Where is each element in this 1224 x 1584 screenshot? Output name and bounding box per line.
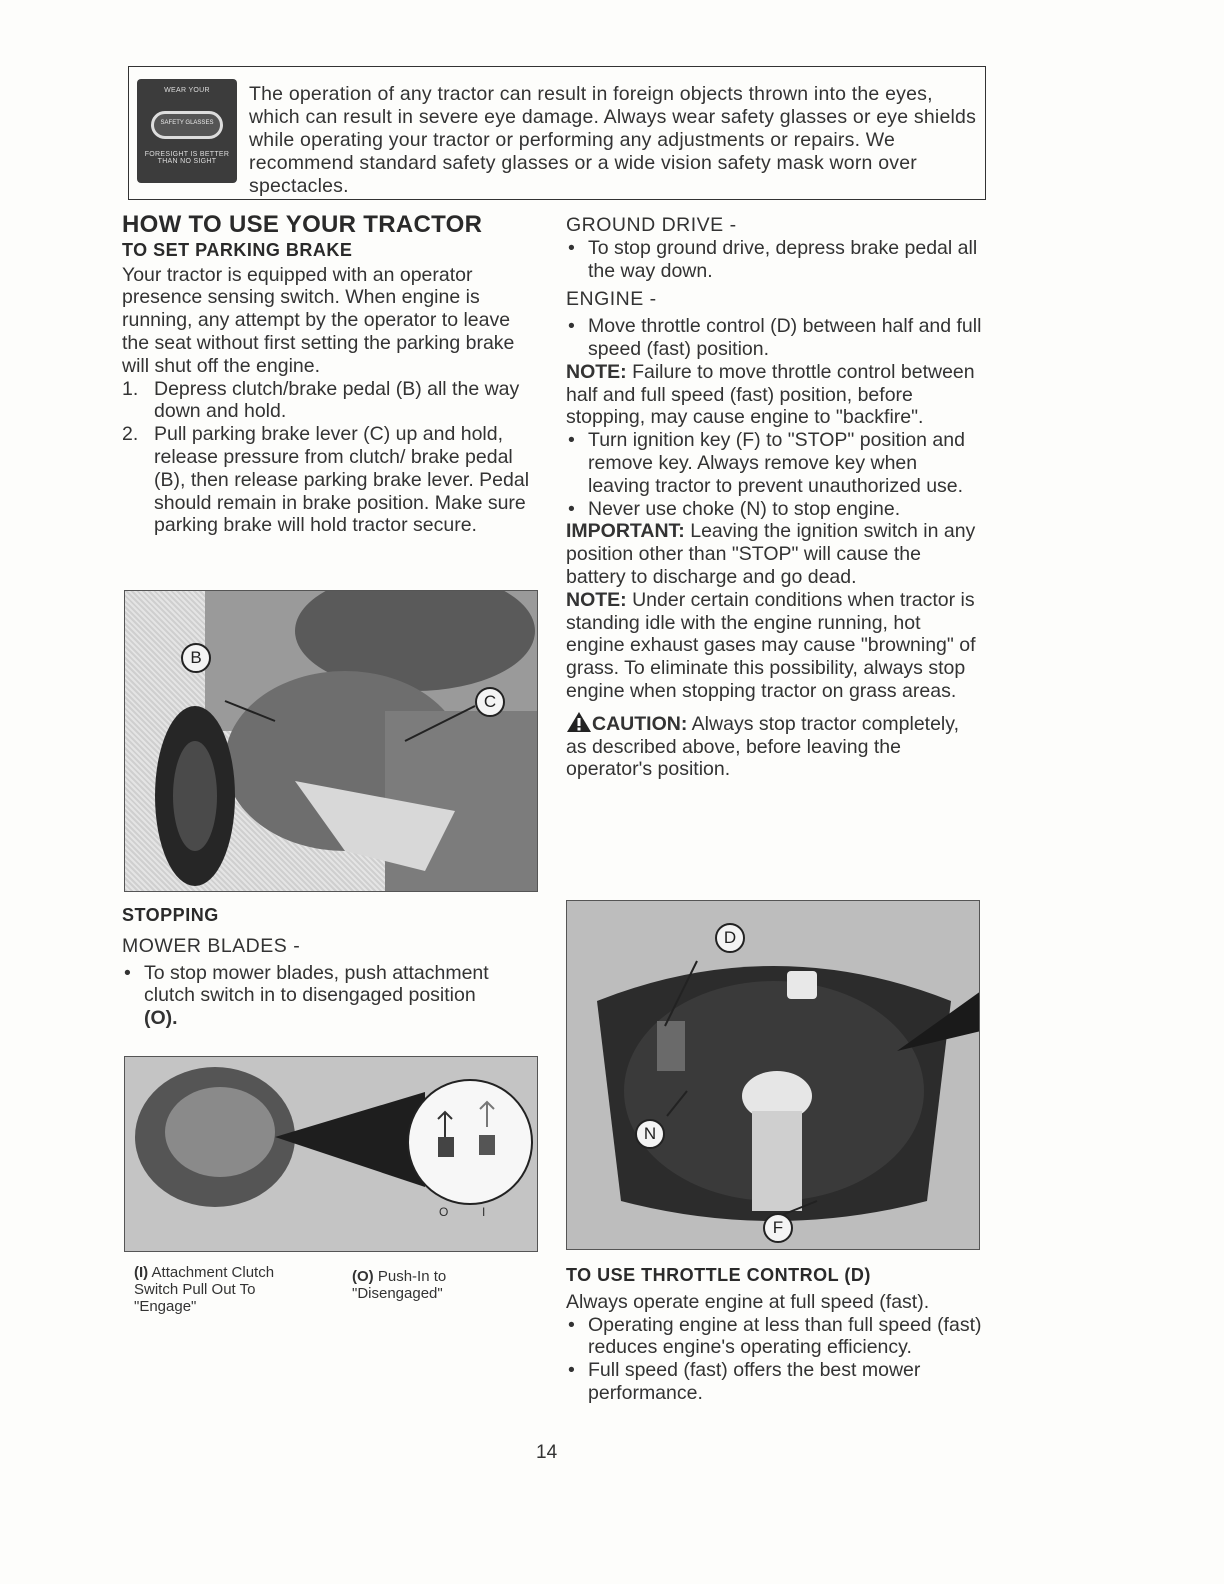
important-text: Leaving the ignition switch in any position other than "STOP" will cause the battery to discharge and go dead. <box>566 520 976 588</box>
caution-label: CAUTION: <box>592 712 688 735</box>
goggles-shape <box>151 111 223 139</box>
mower-blades-bullet <box>122 962 538 1030</box>
throttle-intro: Always operate engine at full speed (fast). <box>566 1290 930 1313</box>
note-backfire <box>566 361 982 429</box>
caution-text: Always stop tractor completely, as described above, before leaving the operator's position. <box>566 712 959 781</box>
left-column-top <box>122 211 538 537</box>
disengage-symbol: (O). <box>144 1007 178 1030</box>
engine-label: ENGINE - <box>566 288 657 311</box>
caption-disengage <box>352 1268 492 1302</box>
step-number: 1. <box>122 377 139 400</box>
stopping-title: STOPPING <box>122 905 219 925</box>
throttle-section <box>566 1264 982 1405</box>
note-backfire-text: Failure to move throttle control between half and full speed (fast) position, before stopping, may cause engine to "backfire". <box>566 360 975 429</box>
warning-triangle-icon <box>566 711 592 733</box>
section-heading: HOW TO USE YOUR TRACTOR <box>122 211 483 238</box>
throttle-title: TO USE THROTTLE CONTROL (D) <box>566 1265 871 1285</box>
important-label: IMPORTANT: <box>566 520 685 543</box>
step-text: Depress clutch/brake pedal (B) all the way down and hold. <box>154 377 520 423</box>
icon-label-bottom: FORESIGHT IS BETTER THAN NO SIGHT <box>144 151 230 165</box>
mower-blades-label: MOWER BLADES - <box>122 934 301 957</box>
note-label: NOTE: <box>566 360 627 383</box>
right-column-top <box>566 214 982 781</box>
safety-glasses-icon <box>137 79 237 183</box>
engage-symbol: (I) <box>134 1264 149 1281</box>
ground-drive-bullet: • To stop ground drive, depress brake pedal all the way down. <box>566 237 982 283</box>
parking-step-2 <box>122 423 538 537</box>
note-browning <box>566 589 982 703</box>
callout-n: N <box>635 1119 665 1149</box>
disengage-caption-symbol: (O) <box>352 1268 374 1285</box>
parking-brake-illustration <box>125 591 538 892</box>
engage-caption-text: Attachment Clutch Switch Pull Out To "Engage" <box>134 1264 275 1315</box>
step-text: Pull parking brake lever (C) up and hold, release pressure from clutch/ brake pedal (B), then release parking brake lever. Pedal should remain in brake position. Make sure parking brake will hold tractor secure. <box>154 423 530 537</box>
icon-label-top: WEAR YOUR <box>164 87 210 94</box>
throttle-bullet-performance: • Full speed (fast) offers the best mower performance. <box>566 1359 982 1405</box>
important-battery <box>566 520 982 588</box>
parking-brake-photo <box>124 590 538 892</box>
warning-text: The operation of any tractor can result in foreign objects thrown into the eyes, which can result in severe eye damage. Always wear safety glasses or eye shields while operating your tractor or performing any adjustments or repairs. We recommend standard safety glasses or a wide vision safety mask worn over spectacles. <box>249 83 977 197</box>
engine-bullet-ignition: • Turn ignition key (F) to "STOP" position and remove key. Always remove key when leaving tractor to prevent unauthorized use. <box>566 429 982 497</box>
step-number: 2. <box>122 423 139 446</box>
switch-label-o: O <box>439 1205 449 1219</box>
clutch-switch-photo <box>124 1056 538 1252</box>
callout-b: B <box>181 643 211 673</box>
switch-label-i: I <box>482 1205 486 1219</box>
parking-brake-title: TO SET PARKING BRAKE <box>122 239 353 260</box>
clutch-switch-illustration <box>125 1057 538 1252</box>
dashboard-controls-photo <box>566 900 980 1250</box>
parking-brake-intro: Your tractor is equipped with an operator presence sensing switch. When engine is running, any attempt by the operator to leave the seat without first setting the parking brake will shut off the engine. <box>122 263 515 377</box>
disengage-caption-text: Push-In to "Disengaged" <box>352 1268 447 1302</box>
caution-paragraph <box>566 711 982 781</box>
dashboard-illustration <box>567 901 980 1250</box>
icon-label-mid: SAFETY GLASSES <box>160 120 214 126</box>
ground-drive-label: GROUND DRIVE - <box>566 214 737 236</box>
parking-step-1 <box>122 378 538 424</box>
mower-blades-text: To stop mower blades, push attachment clutch switch in to disengaged position <box>144 961 489 1007</box>
page-number: 14 <box>536 1442 558 1463</box>
engine-bullet-choke: • Never use choke (N) to stop engine. <box>566 498 982 521</box>
callout-d: D <box>715 923 745 953</box>
caption-engage <box>134 1264 314 1315</box>
engine-bullet-throttle: • Move throttle control (D) between half and full speed (fast) position. <box>566 315 982 361</box>
note-browning-text: Under certain conditions when tractor is standing idle with the engine running, hot engine exhaust gases may cause "browning" of grass. To eliminate this possibility, always stop engine when stopping tractor on grass areas. <box>566 588 976 702</box>
note-label: NOTE: <box>566 588 627 611</box>
eye-safety-warning-box <box>128 66 986 200</box>
callout-f: F <box>763 1213 793 1243</box>
callout-c: C <box>475 687 505 717</box>
throttle-bullet-efficiency: • Operating engine at less than full speed (fast) reduces engine's operating efficiency. <box>566 1314 982 1360</box>
stopping-section <box>122 904 538 1030</box>
